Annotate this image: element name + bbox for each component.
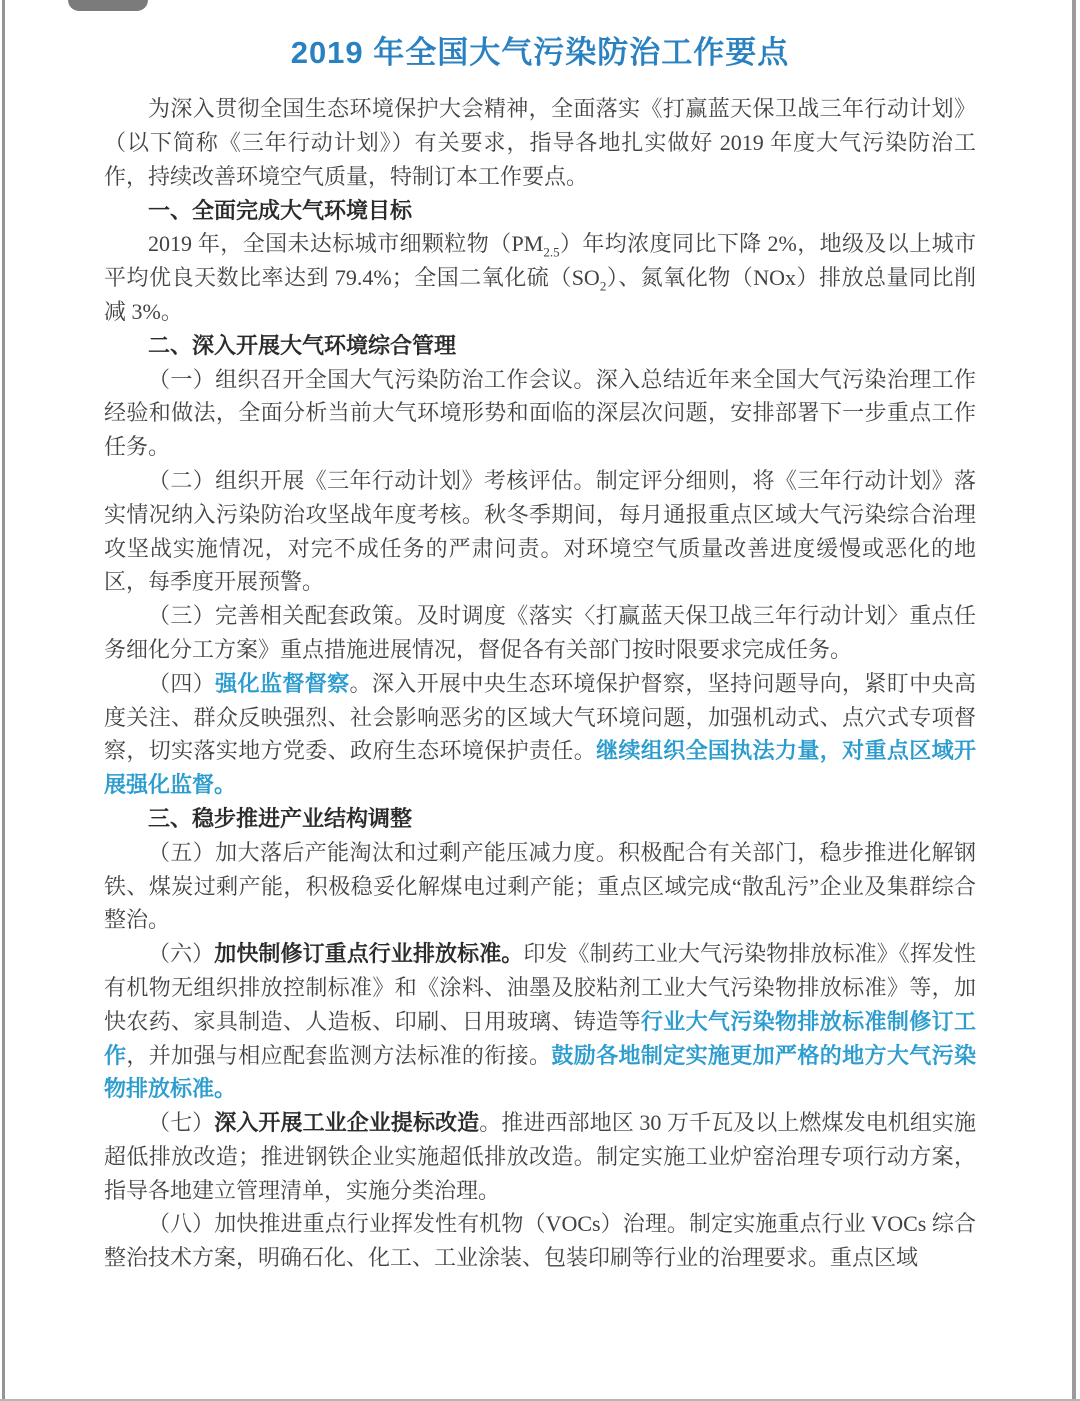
bold-segment: 加快制修订重点行业排放标准。 xyxy=(214,941,524,967)
document-page xyxy=(104,0,976,1275)
text-segment: ，并加强与相应配套监测方法标准的衔接。 xyxy=(126,1042,552,1068)
text-segment: （五）加大落后产能淘汰和过剩产能压减力度。积极配合有关部门，稳步推进化解钢铁、煤炭过剩产能，积极稳妥化解煤电过剩产能；重点区域完成“散乱污”企业及集群综合整治。 xyxy=(104,839,976,933)
paragraph xyxy=(104,363,976,464)
bold-segment: 三、稳步推进产业结构调整 xyxy=(148,805,413,831)
highlight-segment: 鼓励各地制定实施更加严格的地方大气污染物排放标准。 xyxy=(104,1042,976,1102)
paragraph xyxy=(104,92,976,193)
paragraph xyxy=(104,937,976,1106)
text-segment: （四） xyxy=(148,670,216,696)
text-segment: 2019 年，全国未达标城市细颗粒物（PM xyxy=(148,231,544,257)
text-segment: 。推进西部地区 30 万千瓦及以上燃煤发电机组实施超低排放改造；推进钢铁企业实施超低排放改造。制定实施工业炉窑治理专项行动方案，指导各地建立管理清单，实施分类治理。 xyxy=(104,1110,976,1203)
text-segment: ）年均浓度同比下降 2%，地级及以上城市平均优良天数比率达到 79.4%；全国二氧化硫（SO xyxy=(104,231,976,291)
text-segment: （三）完善相关配套政策。及时调度《落实〈打赢蓝天保卫战三年行动计划〉重点任务细化分工方案》重点措施进展情况，督促各有关部门按时限要求完成任务。 xyxy=(104,603,976,662)
paragraph xyxy=(104,464,976,599)
text-segment: （八）加快推进重点行业挥发性有机物（VOCs）治理。制定实施重点行业 VOCs 综合整治技术方案，明确石化、化工、工业涂装、包装印刷等行业的治理要求。重点区域 xyxy=(104,1211,976,1271)
text-segment: 。深入开展中央生态环境保护督察，坚持问题导向，紧盯中央高度关注、群众反映强烈、社会影响恶劣的区域大气环境问题，加强机动式、点穴式专项督察，切实落实地方党委、政府生态环境保护责任。 xyxy=(104,670,976,764)
bold-segment: 一、全面完成大气环境目标 xyxy=(148,197,413,223)
highlight-segment: 强化监督督察 xyxy=(215,670,350,696)
subscript: 2 xyxy=(599,278,607,294)
bold-segment: 深入开展工业企业提标改造 xyxy=(214,1110,480,1136)
paragraph xyxy=(104,227,976,328)
paragraph xyxy=(104,667,976,802)
document-body xyxy=(104,92,976,1275)
paragraph xyxy=(104,836,976,937)
highlight-segment: 继续组织全国执法力量，对重点区域开展强化监督。 xyxy=(104,738,976,798)
section-heading xyxy=(104,194,976,228)
text-segment: 印发《制药工业大气污染物排放标准》《挥发性有机物无组织排放控制标准》和《涂料、油墨及胶粘剂工业大气污染物排放标准》等，加快农药、家具制造、人造板、印刷、日用玻璃、铸造等 xyxy=(104,941,976,1034)
text-segment: （二）组织开展《三年行动计划》考核评估。制定评分细则，将《三年行动计划》落实情况纳入污染防治攻坚战年度考核。秋冬季期间，每月通报重点区域大气污染综合治理攻坚战实施情况，对完不成任务的严肃问责。对环境空气质量改善进度缓慢或恶化的地区，每季度开展预警。 xyxy=(104,467,976,595)
paragraph xyxy=(104,599,976,667)
document-title: 2019 年全国大气污染防治工作要点 xyxy=(290,35,790,70)
text-segment: （一）组织召开全国大气污染防治工作会议。深入总结近年来全国大气污染治理工作经验和做法，全面分析当前大气环境形势和面临的深层次问题，安排部署下一步重点工作任务。 xyxy=(104,366,976,460)
section-heading xyxy=(104,329,976,363)
subscript: 2.5 xyxy=(543,244,560,260)
bold-segment: 二、深入开展大气环境综合管理 xyxy=(148,332,457,358)
page-right-border xyxy=(1072,0,1076,1401)
page-left-border xyxy=(2,0,5,1401)
text-segment: 为深入贯彻全国生态环境保护大会精神，全面落实《打赢蓝天保卫战三年行动计划》（以下简称《三年行动计划》）有关要求，指导各地扎实做好 2019 年度大气污染防治工作，持续改善环境空气质量，特制订本工作要点。 xyxy=(104,96,976,189)
paragraph xyxy=(104,1106,976,1207)
text-segment: （七） xyxy=(148,1110,215,1136)
paragraph xyxy=(104,1207,976,1275)
highlight-segment: 行业大气污染物排放标准制修订工作 xyxy=(104,1008,976,1068)
text-segment: （六） xyxy=(148,941,215,967)
section-heading xyxy=(104,802,976,836)
text-segment: ）、氮氧化物（NOx）排放总量同比削减 3%。 xyxy=(104,265,976,324)
